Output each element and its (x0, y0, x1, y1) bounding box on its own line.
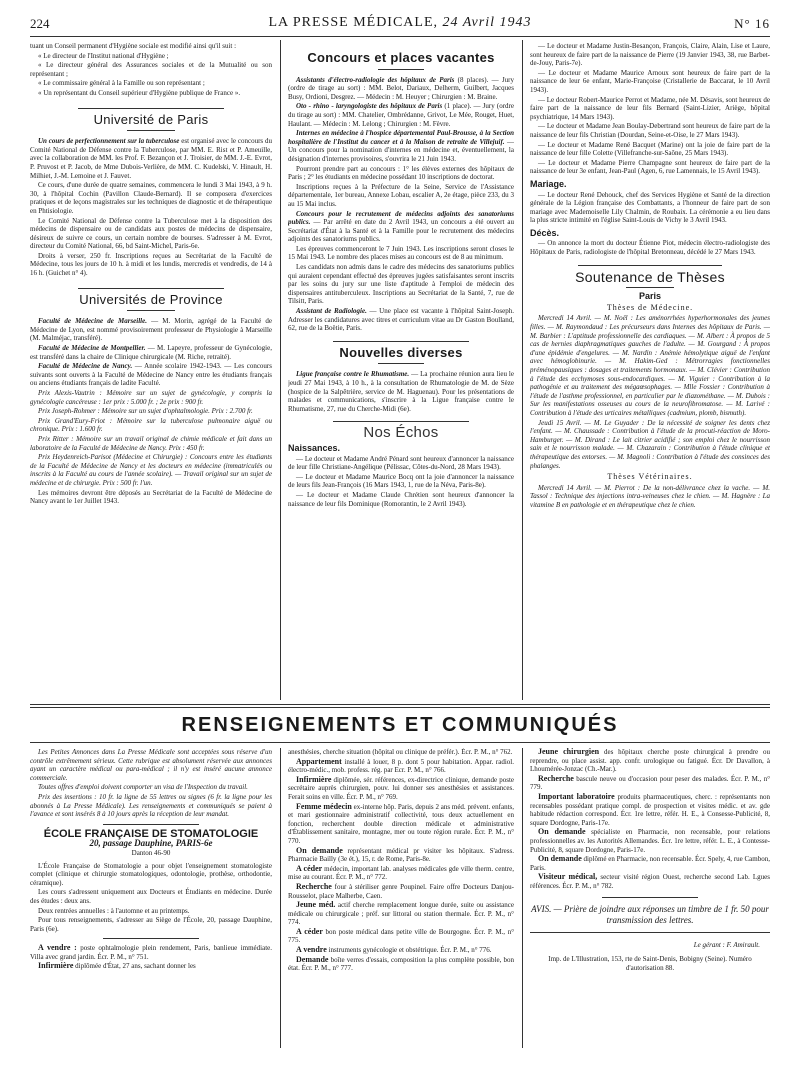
section-rule (127, 310, 175, 311)
intro-block (30, 42, 272, 98)
para-text: — Le docteur et Madame Maurice Arnoux sont heureux de faire part de la naissance de leur 6e enfant, Marie-Françoise (Cristallerie de Baccarat, le 10 Avril 1943). (530, 68, 770, 94)
ad-text: diplômée, sér. références, ex-directrice clinique, demande poste secrétaire auprès chirurgien, pouv. lui donner ses anesthésies et assistances. Ferait soins en ville. Écr. P. M., n° 769. (288, 775, 514, 801)
section-title-universite-paris: Université de Paris (93, 111, 209, 127)
ad-keyword: On demande (296, 845, 343, 855)
para-lead: Assistant de Radiologie. (296, 307, 367, 316)
section-title-concours: Concours et places vacantes (307, 50, 495, 65)
section-rule (30, 742, 770, 743)
column-1 (30, 42, 272, 700)
para-text: — Le docteur et Madame René Bacquet (Marine) ont la joie de faire part de la naissance de leur fille Colette (Villefranche-sur-Saône, 25 Mars 1943). (530, 140, 770, 158)
renseignements-title: RENSEIGNEMENTS ET COMMUNIQUÉS (181, 714, 619, 736)
para-lead: Assistants d'électro-radiologie des hôpitaux de Paris (296, 75, 455, 84)
intro-text: « Le directeur de l'Institut national d'Hygiène ; (38, 51, 169, 60)
ad-keyword: Infirmière (296, 774, 332, 784)
para-lead: Faculté de Médecine de Montpellier. (38, 344, 146, 353)
section-rule (78, 288, 223, 289)
journal-title-line (30, 15, 770, 31)
section-rule (378, 363, 423, 364)
ad-text: poste ophtalmologie plein rendement, Paris, banlieue immédiate. Villa avec grand jardin. Écr. P. M., n° 751. (30, 944, 272, 961)
column-2 (288, 42, 514, 700)
para-text: Ce cours, d'une durée de quatre semaines, commencera le lundi 3 Mai 1943, à 9 h. 30, à l'hôpital Cochin (Pavillon Claude-Bernard). Il se composera d'exercices pratiques et de leçons magistrales sur les techniques de diagnostic et de thérapeutique en Phtisiologie. (30, 181, 272, 215)
ecole-text: L'École Française de Stomatologie a pour objet l'enseignement stomatologiste complet (clinique et chirurgie stomatologiques, odontologie, prothèse, orthodontie, céramique). (30, 861, 272, 887)
para-text: est organisé avec le concours du Comité National de Défense contre la Tuberculose, par MM. E. Rist et P. Ameuille, avec la collaboration de MM. les Prof. F. Bezançon et J. Troisier, de MM. J.-E. Evrot, P. Pruvost et P. Jacob, de Mme Dubois-Verlière, de MM. C. Kudelski, V. Hinault, H. Milhiet, J.-M. Lemoine et J. Fauvet. (30, 137, 272, 180)
para-text: Prix Heydenreich-Parisot (Médecine et Chirurgie) : Concours entre les étudiants de la Faculté de Médecine de Nancy et les docteurs en médecine (immatriculés ou inscrits à la Faculté au cours de l'année scolaire). — Travail original sur un sujet de médecine et de chirurgie. Prix : 500 fr. l'un. (30, 453, 272, 487)
ecole-address: 20, passage Dauphine, PARIS-6e (89, 838, 213, 849)
para-text: Prix Ritter : Mémoire sur un travail original de chimie médicale et fait dans un laboratoire de la Faculté de Médecine de Nancy. Prix : 450 fr. (30, 434, 272, 452)
para-text: — Le docteur et Madame Justin-Besançon, François, Claire, Alain, Lise et Laure, sont heureux de faire part de la naissance de Pierre (19 Janvier 1943, 38, rue Barbet-de-Jouy, Paris-7e). (530, 42, 770, 68)
ad-text: diplômée d'État, 27 ans, sachant donner les (73, 962, 196, 971)
para-text: Pourront prendre part au concours : 1° les élèves externes des hôpitaux de Paris ; 2° les étudiants en médecine possédant 10 inscriptions de doctorat. (288, 164, 514, 182)
para-text: Prix Alexis-Vautrin : Mémoire sur un sujet de gynécologie, y compris la gynécologie cancéreuse : 1er prix : 5.000 fr. ; 2e prix : 900 fr. (30, 389, 272, 406)
para-text: — M. Morin, agrégé de la Faculté de Médecine de Lyon, est nommé provisoirement professeur de Physiologie à Marseille (M. Malméjac, transféré). (30, 317, 272, 343)
ad-text: anesthésies, cherche situation (hôpital ou clinique de préfér.). Écr. P. M., n° 762. (288, 748, 513, 756)
issue-number: N° 16 (734, 16, 770, 31)
ad-text: ex-interne hôp. Paris, depuis 2 ans méd. prévent. enfants, et mari gestionnaire administratif collectivité, tous deux actuellement en fonction, recherchent double direction médicale et administrative d'Établissement sanitaire, montagne, mer ou toute région rurale. Écr. P. M., n° 770. (288, 802, 514, 845)
ad-text: diplômé en Pharmacie, non recensable. Écr. Spely, 4, rue Cambon, Paris. (530, 855, 770, 872)
para-text: Prix Grand'Eury-Friot : Mémoire sur la tuberculose pulmonaire aiguë ou chronique. Prix : 1.600 fr. (30, 416, 272, 434)
section-rule (333, 341, 469, 342)
ads-intro: Prix des insertions : 10 fr. la ligne de 55 lettres ou signes (6 fr. la ligne pour les abonnés à La Presse Médicale). Les renseignements et communiqués se paient à l'avance et sont insérés 8 à 10 jours après la réception de leur mandat. (30, 792, 272, 819)
para-lead: Un cours de perfectionnement sur la tuberculose (38, 137, 180, 146)
theses-vet-label: Thèses Vétérinaires. (607, 472, 693, 482)
ad-keyword: On demande (538, 827, 586, 837)
para-text: — Par arrêté en date du 2 Avril 1943, un concours a été ouvert au Secrétariat d'État à la Santé et à la Famille pour le recrutement des médecins adjoints des sanatoriums publics. (288, 218, 514, 244)
intro-text: « Le commissaire général à la Famille ou son représentant ; (38, 79, 205, 88)
para-text: (1 place). — Jury (ordre du tirage au sort) : MM. Chatelier, Ombrédanne, Grivot, Le Mée, Rouget, Huet, Haulant. — Médecin : M. Lelong ; Chirurgien : M. Fèvre. (288, 102, 514, 128)
ads-intro: Les Petites Annonces dans La Presse Médicale sont acceptées sous réserve d'un contrôle extrêmement sérieux. Cette rubrique est absolument réservée aux annonces ayant un caractère médical ou para-médical ; il n'y est inséré aucune annonce commerciale. (30, 748, 272, 782)
ad-keyword: Demande (296, 954, 329, 964)
ad-text: spécialiste en Pharmacie, non recensable, pour relations professionnelles av. les Autorités Allemandes. Écr. 1re lettre, référ. L. E., à Contesse-Publicité, 8, square Dordogne, Paris-17e. (530, 828, 770, 854)
para-text: — Le docteur et Madame Jean Boulay-Debertrand sont heureux de faire part de la naissance de leur fils Christian (Dourdan, Seine-et-Oise, le 27 Mars 1943). (530, 122, 770, 139)
ecole-text: Deux rentrées annuelles : à l'automne et au printemps. (38, 906, 190, 915)
ads-column-1 (30, 748, 272, 1048)
ad-keyword: Femme médecin (296, 801, 352, 811)
para-text: — Le docteur et Madame Maurice Bocq ont la joie d'annoncer la naissance de leurs fils Jean-François (16 Mars 1943, 1, rue de la Néva, Paris-8e). (288, 472, 514, 490)
section-rule (78, 108, 223, 109)
para-text: Inscriptions reçues à la Préfecture de la Seine, Service de l'Assistance départementale, 1er bureau, Annexe Lobau, escalier A, 2e étage, pièce 233, du 3 au 15 Mai inclus. (288, 182, 514, 208)
theses-entry: Mercredi 14 Avril. — M. Noël : Les aménorrhées hyperhormonales des jeunes filles. — M. Raymondaud : Les précurseurs dans Internes des hôpitaux de Paris. — M. Barbier : L'aptitude professionnelle des cardiaques. — M. Albert : À propos de 5 cas de hernies diaphragmatiques gauches de l'adulte. — M. Gourgand : À propos d'une épidémie d'engelures. — M. Nardin : Anémie hémolytique aiguë de l'enfant avec hémoglobinurie. — M. Hakim-Ged : Métrorragies fonctionnelles préménopausiques : dosages et traitements hormonaux. — M. Clévier : Contribution à l'étude des ecchymoses sous-endocardiques. — M. Viguier : Contribution à la pathogénie et au traitement des mégaœsophages. — Mlle Fossier : Contribution à l'étude de l'asthme professionnel, en particulier par le diazométhane. — M. Dubois : Sur les manifestations osseuses au cours de la neurofibromatose. — M. Larivé : Contribution à l'étude des urticaires métalliques (cadmium, plomb, bismuth). (530, 314, 770, 417)
subsection-naissances: Naissances. (288, 442, 341, 453)
gerant-line: Le gérant : F. Amirault. (693, 940, 760, 949)
header-rule (30, 36, 770, 37)
para-text: — La prochaine réunion aura lieu le jeudi 27 Mai 1943, à 10 h., à la consultation de Rhumatologie de M. de Sèze (hospice de la Salpêtrière, service de M. Haguenau). Pour les présentations de malades et communications, s'inscrire à la Ligue française contre le Rhumatisme, 27, rue du Cherche-Midi (6e). (288, 370, 514, 413)
theses-medecine-label: Thèses de Médecine. (606, 302, 694, 312)
column-3 (530, 42, 770, 700)
para-text: — Le docteur et Madame Claude Chrétien sont heureux d'annoncer la naissance de leur fils Dominique (Romorantin, le 2 Avril 1943). (288, 490, 514, 508)
para-lead: Oto - rhino - laryngologiste des hôpitaux de Paris (296, 102, 443, 111)
issue-date: 24 Avril 1943 (442, 15, 532, 30)
para-text: — Le docteur Robert-Maurice Perrot et Madame, née M. Désavis, sont heureux de faire part de la naissance de leur fils Bernard (Saint-Lizier, Ariège, hôpital psychiatrique, 14 Mars 1943). (530, 95, 770, 121)
para-lead: Faculté de Médecine de Marseille. (38, 317, 147, 326)
ad-text: médecin, important lab. analyses médicales gde ville therm. centre, mise au courant. Écr. P. M., n° 772. (288, 864, 514, 882)
ecole-text: Les cours s'adressent uniquement aux Docteurs et Étudiants en médecine. Durée des études : deux ans. (30, 888, 272, 905)
para-text: Les mémoires devront être déposés au Secrétariat de la Faculté de Médecine de Nancy avant le 1er Juillet 1943. (30, 488, 272, 506)
ad-text: actif cherche remplacement longue durée, suite ou assistance médicale ou chirurgicale ; préf. sur littoral ou station thermale. Écr. P. M., n° 774. (288, 901, 514, 927)
ad-text: boîte verres d'essais, composition la plus complète possible, bon état. Écr. P. M., n° 777. (288, 955, 514, 973)
section-rule (30, 704, 770, 705)
ad-keyword: Appartement (296, 756, 342, 766)
theses-entry: Mercredi 14 Avril. — M. Pierrot : De la non-délivrance chez la vache. — M. Tassol : Technique des injections intra-veineuses chez le chien. — M. Hagnère : La vitamine B en pathologie et en thérapeutique chez le chien. (530, 483, 770, 509)
section-rule (333, 421, 469, 422)
ads-column-2 (288, 748, 514, 1048)
section-title-universites-province: Universités de Province (79, 291, 223, 307)
intro-text: « Le directeur général des Assurances sociales et de la Mutualité ou son représentant ; (30, 61, 272, 78)
para-text: — On annonce la mort du docteur Étienne Piot, médecin électro-radiologiste des Hôpitaux de Paris, radiologiste de l'hôpital Bretonneau, décédé le 27 Mars 1943. (530, 239, 770, 257)
ad-text: bon poste médical dans petite ville de Bourgogne. Écr. P. M., n° 775. (288, 927, 514, 945)
theses-city: Paris (638, 291, 662, 302)
ad-text: produits pharmaceutiques, cherc. : représentants non recensables possédant pratique compl. de prospection et visites médic. et av. gde habitude rédaction correspond. Écr. 1re lettre, référ. H. E., à Consesse-Publicité, 8, square Dordogne, Paris-17e. (530, 792, 770, 827)
ad-keyword: Jeune méd. (296, 900, 336, 910)
column-divider (280, 748, 281, 1048)
ad-keyword: Infirmière (38, 961, 74, 971)
section-rule (530, 932, 770, 933)
journal-title: LA PRESSE MÉDICALE, (268, 15, 439, 30)
ad-text: bascule neuve ou d'occasion pour peser des malades. Écr. P. M., n° 779. (530, 774, 770, 792)
para-text: — Un concours pour la nomination d'internes en médecine et, éventuellement, la désignation d'internes provisoires, s'ouvrira le 21 Juin 1943. (288, 137, 514, 163)
ad-text: secteur visité région Ouest, recherche second Lab. Lgues références. Écr. P. M., n° 782. (530, 873, 770, 890)
ad-keyword: A vendre (296, 945, 327, 955)
ads-intro: Toutes offres d'emploi doivent comporter un visa de l'Inspection du travail. (38, 783, 248, 792)
section-rule (127, 130, 175, 131)
section-title-nos-echos: Nos Échos (363, 424, 439, 442)
section-rule (378, 69, 423, 70)
para-text: — Année scolaire 1942-1943. — Les concours suivants sont ouverts à la Faculté de Médecine de Nancy entre les étudiants français ou anciens étudiants français de ladite Faculté. (30, 362, 272, 388)
para-text: (8 places). — Jury (ordre de tirage au sort) : MM. Belot, Dariaux, Delherm, Guilbert, Jacques Busy, Ordioni, Desgrez. — Médecin : M. Heuyer ; Chirurgien : M. Braine. (288, 75, 514, 101)
ad-keyword: Important laboratoire (538, 791, 615, 801)
para-text: Les candidats non admis dans le cadre des médecins des sanatoriums publics qui auraient cependant effectué des épreuves jugées satisfaisantes seront inscrits par les soins du jury sur une liste d'aptitude à l'emploi de médecin des dispensaires antituberculeux. Inscriptions au Secrétariat de la Santé, 7, rue de Tilsitt, Paris. (288, 263, 514, 306)
para-text: Les épreuves commenceront le 7 Juin 1943. Les inscriptions seront closes le 15 Mai 1943. Le nombre des places mises au concours est de 8 au minimum. (288, 244, 514, 262)
ad-keyword: Recherche (296, 881, 332, 891)
para-lead: Ligue française contre le Rhumatisme. (296, 370, 410, 379)
subsection-deces: Décès. (530, 227, 560, 238)
imprimeur-line: Imp. de L'Illustration, 153, rte de Saint-Denis, Bobigny (Seine). Numéro d'autorisation 88. (548, 955, 752, 972)
ad-keyword: A céder (296, 863, 323, 873)
ecole-text: Pour tous renseignements, s'adresser au Siège de l'École, 20, passage Dauphine, Paris (6e). (30, 916, 272, 933)
para-lead: Internes en médecine à l'hospice départemental Paul-Brousse, à la Section hospitalière de l'Institut du cancer et à la Maison de retraite de Villejuif. (288, 129, 514, 146)
ad-text: instruments gynécologie et obstétrique. Écr. P. M., n° 776. (326, 946, 492, 955)
ads-column-3 (530, 748, 770, 1048)
page-header (30, 14, 770, 36)
column-divider (522, 40, 523, 700)
ad-text: des hôpitaux cherche poste chirurgical à prendre ou reprendre, ou place assist. app. confr. urologique ou fatigué. Écr. Dr Davallon, à Lhoumérée-Jonzac (Ch.-Mar.). (530, 748, 770, 774)
section-rule (578, 265, 722, 266)
intro-text: « Un représentant du Conseil supérieur d'Hygiène publique de France ». (38, 88, 241, 97)
section-rule (602, 897, 698, 898)
ad-text: four à stériliser genre Poupinel. Faire offre Docteurs Danjou-Rousselot, place Malherbe, Caen. (288, 882, 514, 900)
para-text: — Une place est vacante à l'hôpital Saint-Joseph. Adresser les candidatures avec titres et curriculum vitae au Dr Gaston Boulland, 62, rue de la Boëtie, Paris. (288, 307, 514, 333)
section-rule (103, 938, 200, 939)
para-text: Le Comité National de Défense contre la Tuberculose met à la disposition des médecins de dispensaire ou de candidats aux postes de médecins de dispensaire, désireux de suivre ce cours, un certain nombre de bourses. S'adresser à M. Evrot, directeur du Comité National, 66, bd Saint-Michel, Paris-6e. (30, 216, 272, 251)
ecole-title: ÉCOLE FRANÇAISE DE STOMATOLOGIE (43, 827, 259, 840)
theses-entry: Jeudi 15 Avril. — M. Le Guyader : De la nécessité de soigner les dents chez l'enfant. — M. Chaussade : Contribution à l'étude de la procuti-réaction de Moro-Hamburger. — M. Dirand : Le lait citrier acidifié ; son emploi chez le nourrisson sain et le nourrisson malade. — M. Chazarain : Contribution à l'étude clinique et thérapeutique des entorses. — M. Magnoli : Contribution à l'étude des consinces des phalanges. (530, 418, 770, 470)
ad-text: installé à louer, 8 p. dont 5 pour habitation. Appar. radiol. électro-médic., mob. profess. rég. par Ecr. P. M., n° 766. (288, 757, 514, 775)
para-text: — Le docteur et Madame André Pénard sont heureux d'annoncer la naissance de leur fille Christiane-Angélique (Pélissac, Côtes-du-Nord, 28 Mars 1943). (288, 454, 514, 472)
section-rule (30, 707, 770, 708)
para-text: Prix Joseph-Rohmer : Mémoire sur un sujet d'ophtalmologie. Prix : 2.700 fr. (38, 407, 253, 416)
intro-text: tuant un Conseil permanent d'Hygiène sociale est modifié ainsi qu'il suit : (30, 42, 237, 50)
ad-keyword: Recherche (538, 773, 574, 783)
para-text: — Le docteur et Madame Pierre Champagne sont heureux de faire part de la naissance de leur 3e enfant, Jean-Paul (Agen, 6, rue Lamennais, le 15 Avril 1943). (530, 158, 770, 176)
para-text: — Le docteur René Dehouck, chef des Services Hygiène et Santé de la direction générale de la Légion française des Combattants, a l'honneur de faire part de son mariage avec Mademoiselle Lily Chalmin, de Roubaix. La cérémonie a eu lieu dans la plus stricte intimité en l'église Saint-Louis de Vichy le 3 Avril 1943. (530, 190, 770, 225)
column-divider (280, 40, 281, 700)
section-title-nouvelles: Nouvelles diverses (339, 344, 463, 360)
page-number: 224 (30, 16, 50, 31)
section-rule (103, 824, 200, 825)
subsection-mariage: Mariage. (530, 178, 567, 189)
section-rule (626, 287, 674, 288)
avis-notice: AVIS. — Prière de joindre aux réponses un timbre de 1 fr. 50 pour transmission des lettres. (531, 903, 769, 925)
ad-keyword: Visiteur médical, (538, 872, 598, 882)
para-text: Droits à verser, 250 fr. Inscriptions reçues au Secrétariat de la Faculté de Médecine, tous les jours de 10 h. à midi et les lundis, mercredis et vendredis, de 14 à 16 h. (Guichet n° 4). (30, 251, 272, 278)
para-lead: Faculté de Médecine de Nancy. (38, 362, 133, 371)
section-title-theses: Soutenance de Thèses (575, 268, 725, 285)
ecole-phone: Danton 46-90 (131, 848, 171, 857)
ad-keyword: A céder (296, 926, 323, 936)
para-lead: Concours pour le recrutement de médecins adjoints des sanatoriums publics. (288, 209, 514, 227)
ad-keyword: A vendre : (38, 943, 77, 953)
column-divider (522, 748, 523, 1048)
ad-keyword: Jeune chirurgien (538, 748, 600, 756)
para-text: — M. Lapeyre, professeur de Gynécologie, est transféré dans la chaire de Clinique chirurgicale (M. Riche, retraité). (30, 344, 272, 361)
ad-text: représentant médical pr visiter les hôpitaux. S'adress. Pharmacie Bailly (3e ét.), 15, r. de Rome, Paris-8e. (288, 846, 514, 864)
ad-keyword: On demande (538, 854, 582, 864)
